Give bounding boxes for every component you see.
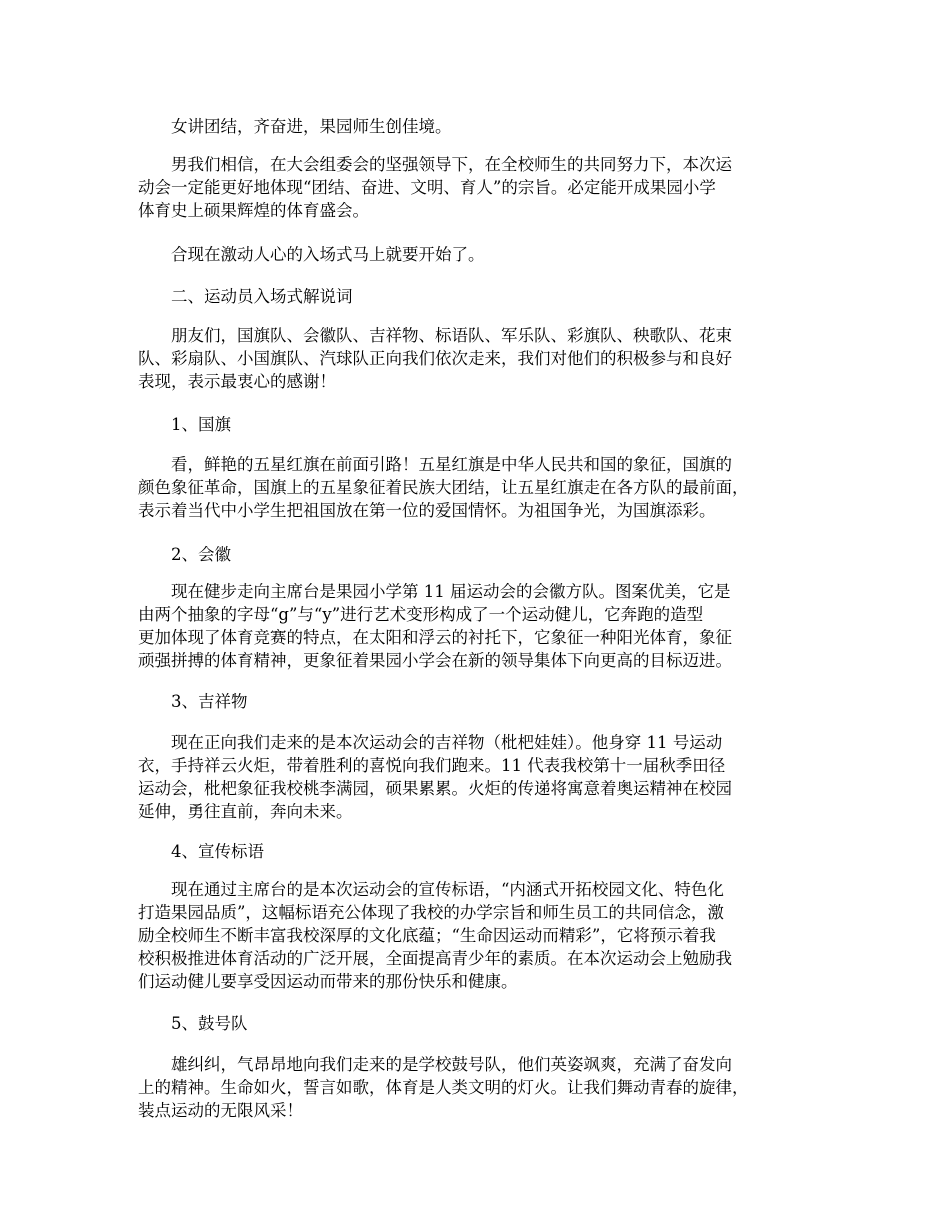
heading-text: 二、运动员入场式解说词	[138, 287, 353, 306]
heading-text: 5、鼓号队	[138, 1014, 248, 1033]
subheading-drum-band	[138, 1012, 828, 1035]
text-line: 更加体现了体育竞赛的特点，在太阳和浮云的衬托下，它象征一种阳光体育，象征	[138, 628, 732, 647]
text-line: 表示着当代中小学生把祖国放在第一位的爱国情怀。为祖国争光，为国旗添彩。	[138, 501, 716, 520]
text-line: 女讲团结，齐奋进，果园师生创佳境。	[138, 117, 452, 136]
text-line: 现在通过主席台的是本次运动会的宣传标语，“内涵式开拓校园文化、特色化	[138, 880, 724, 899]
text-line: 延伸，勇往直前，奔向未来。	[138, 802, 353, 821]
text-line: 校积极推进体育活动的广泛开展，全面提高青少年的素质。在本次运动会上勉励我	[138, 949, 732, 968]
text-line: 队、彩扇队、小国旗队、汽球队正向我们依次走来，我们对他们的积极参与和良好	[138, 349, 732, 368]
text-line: 体育史上硕果辉煌的体育盛会。	[138, 201, 369, 220]
text-line: 上的精神。生命如火，誓言如歌，体育是人类文明的灯火。让我们舞动青春的旋律，	[138, 1078, 749, 1097]
paragraph-welcome	[138, 324, 828, 393]
section-heading	[138, 285, 828, 308]
text-line: 顽强拼搏的体育精神，更象征着果园小学会在新的领导集体下向更高的目标迈进。	[138, 651, 732, 670]
text-line: 励全校师生不断丰富我校深厚的文化底蕴；“生命因运动而精彩”，它将预示着我	[138, 926, 716, 945]
text-line: 颜色象征革命，国旗上的五星象征着民族大团结，让五星红旗走在各方队的最前面，	[138, 478, 749, 497]
subheading-flag	[138, 413, 828, 436]
paragraph-slogan	[138, 878, 828, 993]
text-line: 动会一定能更好地体现“团结、奋进、文明、育人”的宗旨。必定能开成果园小学	[138, 178, 716, 197]
text-line: 现在健步走向主席台是果园小学第 11 届运动会的会徽方队。图案优美，它是	[138, 582, 731, 601]
text-line: 合现在激动人心的入场式马上就要开始了。	[138, 245, 485, 264]
text-line: 雄纠纠，气昂昂地向我们走来的是学校鼓号队，他们英姿飒爽，充满了奋发向	[138, 1055, 732, 1074]
paragraph-intro-male	[138, 153, 828, 222]
text-line: 现在正向我们走来的是本次运动会的吉祥物（枇杷娃娃）。他身穿 11 号运动	[138, 733, 723, 752]
text-line: 由两个抽象的字母“g”与“y”进行艺术变形构成了一个运动健儿，它奔跑的造型	[138, 605, 704, 624]
heading-text: 2、会徽	[138, 545, 231, 564]
text-line: 运动会，枇杷象征我校桃李满园，硕果累累。火炬的传递将寓意着奥运精神在校园	[138, 779, 732, 798]
heading-text: 1、国旗	[138, 415, 231, 434]
text-line: 衣，手持祥云火炬，带着胜利的喜悦向我们跑来。11 代表我校第十一届秋季田径	[138, 756, 726, 775]
text-line: 装点运动的无限风采！	[138, 1101, 303, 1120]
heading-text: 3、吉祥物	[138, 692, 248, 711]
text-line: 打造果园品质”，这幅标语充公体现了我校的办学宗旨和师生员工的共同信念，激	[138, 903, 724, 922]
text-line: 们运动健儿要享受因运动而带来的那份快乐和健康。	[138, 972, 518, 991]
subheading-slogan	[138, 840, 828, 863]
paragraph-emblem	[138, 580, 828, 672]
text-line: 看，鲜艳的五星红旗在前面引路！五星红旗是中华人民共和国的象征，国旗的	[138, 455, 732, 474]
paragraph-mascot	[138, 731, 828, 823]
text-line: 男我们相信，在大会组委会的坚强领导下，在全校师生的共同努力下，本次运	[138, 155, 732, 174]
paragraph-flag	[138, 453, 828, 522]
paragraph-intro-together	[138, 243, 828, 266]
subheading-emblem	[138, 543, 828, 566]
heading-text: 4、宣传标语	[138, 842, 264, 861]
subheading-mascot	[138, 690, 828, 713]
text-line: 朋友们，国旗队、会徽队、吉祥物、标语队、军乐队、彩旗队、秧歌队、花束	[138, 326, 732, 345]
text-line: 表现，表示最衷心的感谢！	[138, 372, 336, 391]
paragraph-drum-band	[138, 1053, 828, 1122]
paragraph-intro-female	[138, 115, 828, 138]
